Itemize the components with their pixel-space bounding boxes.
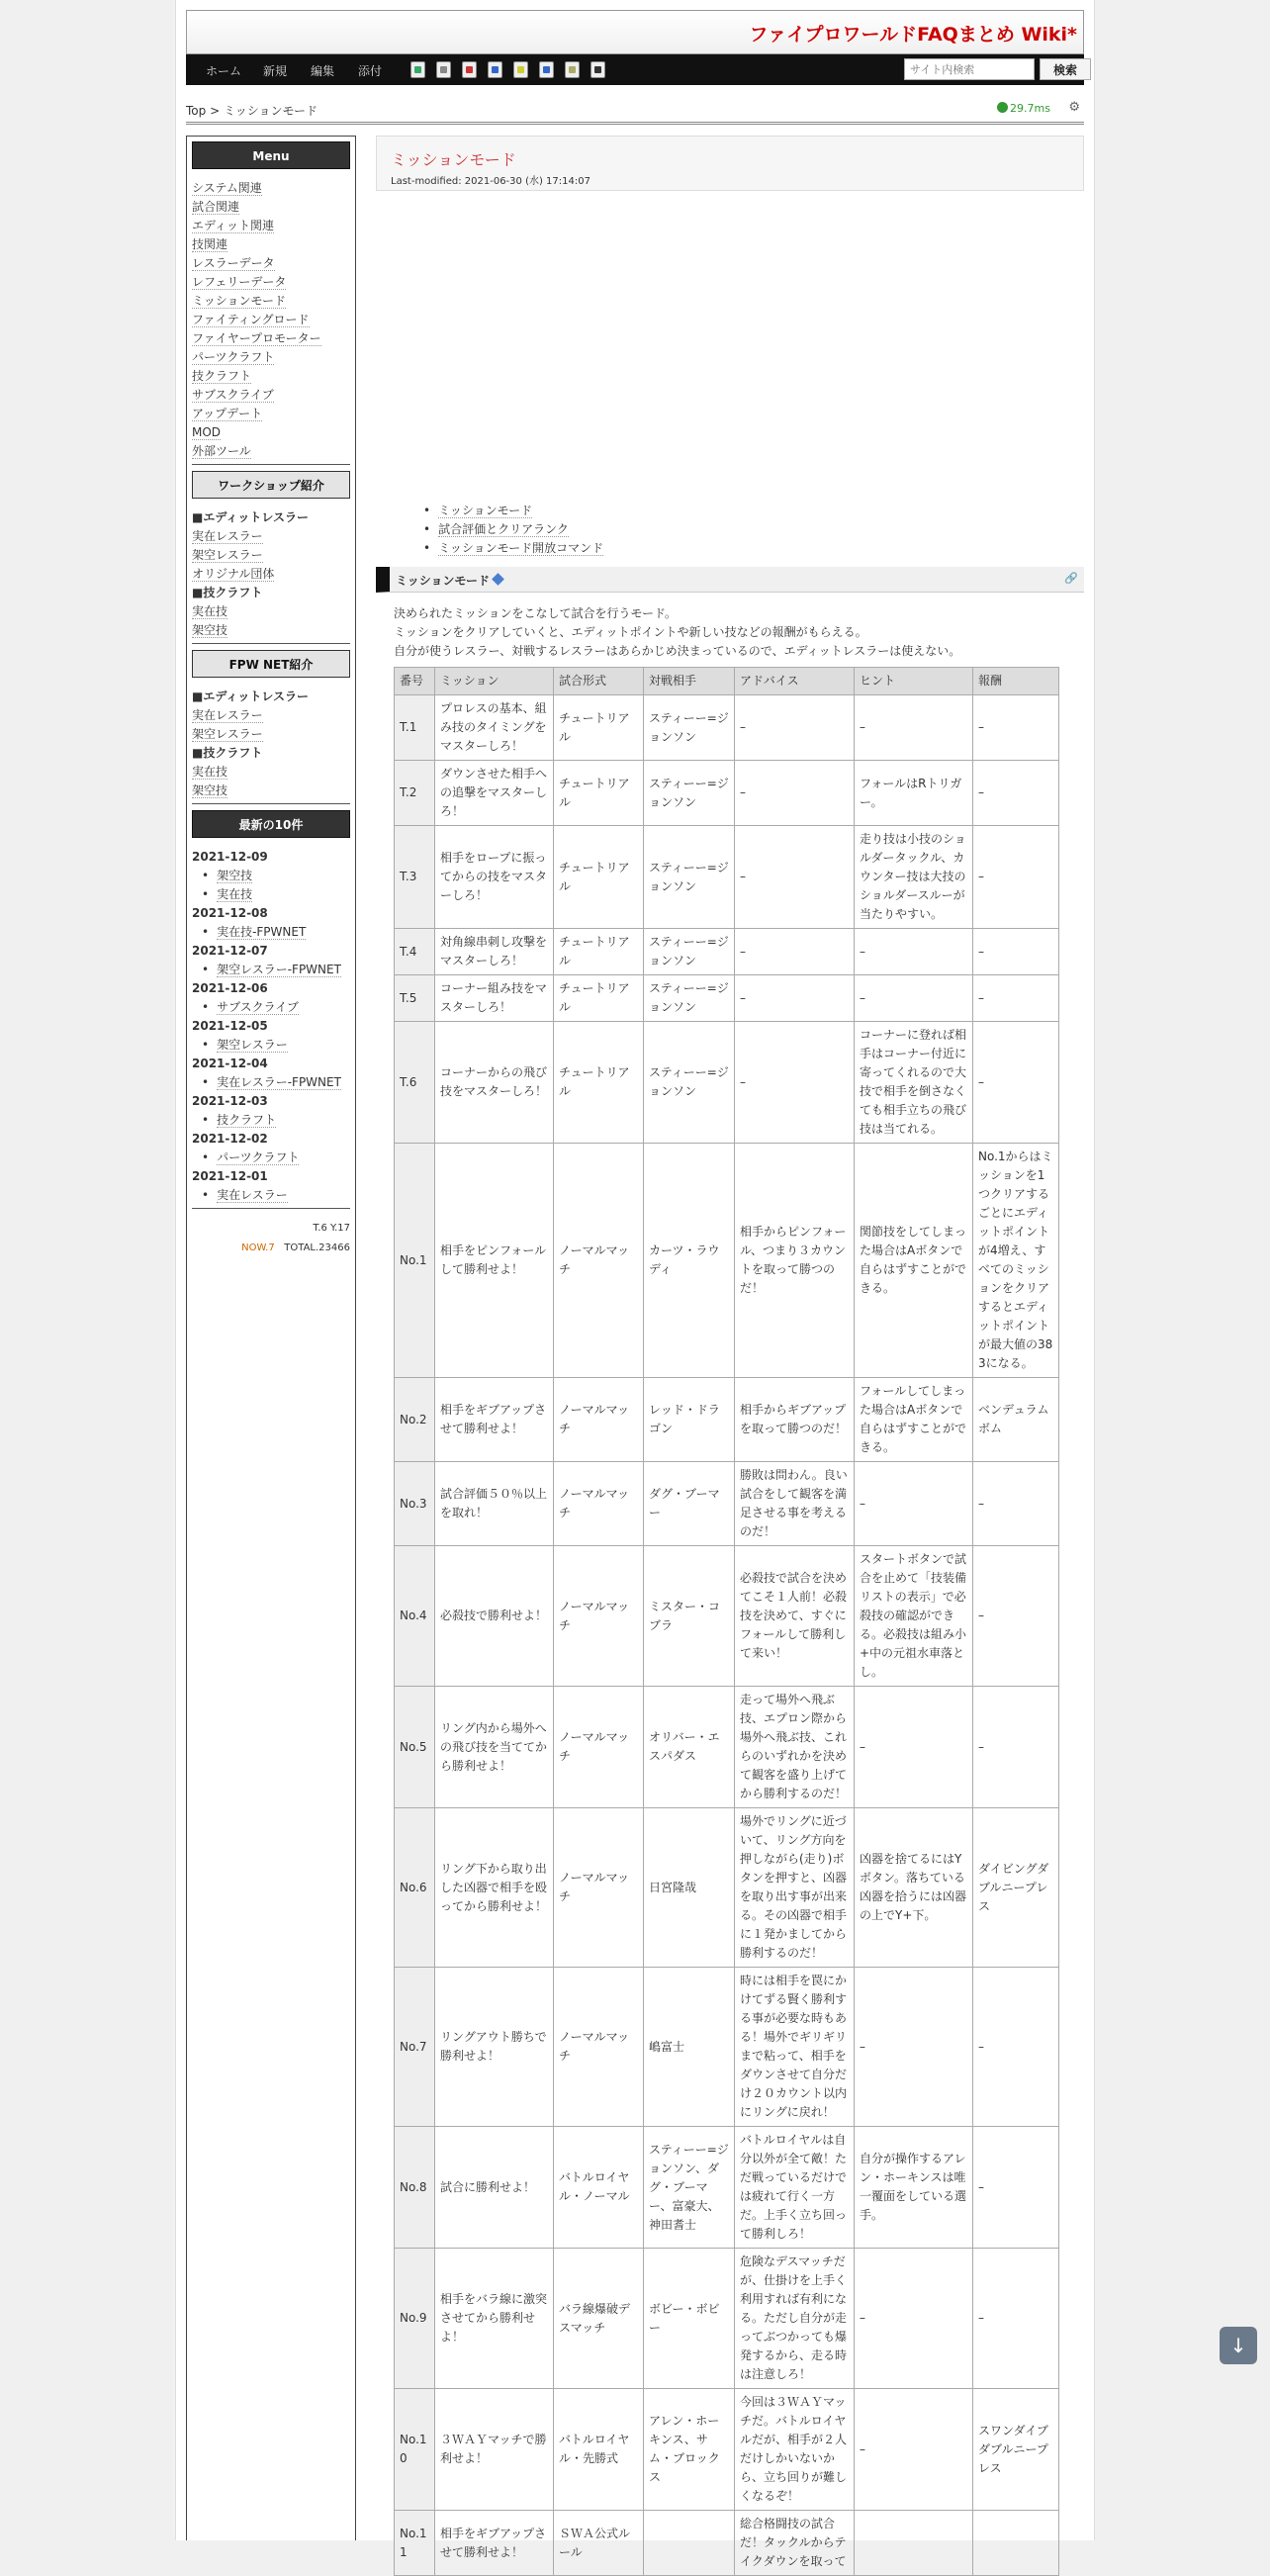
table-row	[395, 1687, 1059, 1808]
table-cell: リング下から取り出した凶器で相手を殴ってから勝利せよ！	[435, 1808, 554, 1968]
table-cell: ミスター・コブラ	[644, 1546, 735, 1687]
fpwnet-edit-item[interactable]	[192, 725, 350, 744]
mission-number: No.2	[395, 1378, 435, 1462]
menu-item[interactable]	[192, 254, 350, 273]
table-cell: バトルロイヤル・ノーマル	[554, 2127, 644, 2249]
table-cell: 自分が操作するアレン・ホーキンスは唯一覆面をしている選手。	[855, 2127, 973, 2249]
table-cell: –	[735, 826, 855, 929]
menu-item-label: パーツクラフト	[192, 350, 275, 364]
menu-item[interactable]	[192, 217, 350, 235]
menu-item-label: エディット関連	[192, 219, 275, 232]
table-cell: –	[973, 1022, 1059, 1144]
table-cell	[644, 2511, 735, 2576]
column-header: 報酬	[973, 668, 1059, 695]
toc-item-label: ミッションモード開放コマンド	[438, 541, 604, 555]
table-cell: –	[973, 761, 1059, 826]
table-row	[395, 2249, 1059, 2389]
table-cell: ベンデュラムボム	[973, 1378, 1059, 1462]
menu-item[interactable]	[192, 405, 350, 423]
table-cell: チュートリアル	[554, 761, 644, 826]
page-title[interactable]: ミッションモード	[391, 150, 516, 169]
table-cell: レッド・ドラゴン	[644, 1378, 735, 1462]
fpwnet-header: FPW NET紹介	[192, 650, 350, 678]
workshop-edit-label: ■エディットレスラー	[192, 510, 310, 524]
menu-item[interactable]	[192, 386, 350, 405]
table-cell: 相手をバラ線に激突させてから勝利せよ！	[435, 2249, 554, 2389]
recent-item[interactable]	[192, 1073, 350, 1092]
table-cell: 相手からピンフォール、つまり３カウントを取って勝つのだ！	[735, 1144, 855, 1378]
menu-divider	[192, 643, 350, 644]
list-icon[interactable]	[410, 61, 425, 78]
menu-item[interactable]	[192, 235, 350, 254]
recent-item[interactable]	[192, 998, 350, 1017]
mission-number: No.8	[395, 2127, 435, 2249]
backup-icon[interactable]	[539, 61, 554, 78]
mission-number: No.10	[395, 2389, 435, 2511]
recent-item-label: 実在レスラー	[217, 1188, 288, 1202]
recent-date: 2021-12-09	[192, 850, 268, 864]
mission-number: T.2	[395, 761, 435, 826]
table-cell: –	[855, 1687, 973, 1808]
mission-number: No.3	[395, 1462, 435, 1546]
recent-item[interactable]	[192, 885, 350, 904]
toc-item[interactable]	[423, 520, 603, 539]
table-cell: ノーマルマッチ	[554, 1968, 644, 2127]
workshop-edit-item-label: オリジナル団体	[192, 567, 275, 581]
menu-item-label: 技関連	[192, 237, 228, 251]
menu-item[interactable]	[192, 348, 350, 367]
site-header	[186, 10, 1084, 54]
table-cell: 時には相手を罠にかけてずる賢く勝利する事が必要な時もある！場外でギリギリまで粘って、相手をダウンさせて自分だけ２０カウント以内にリングに戻れ！	[735, 1968, 855, 2127]
table-cell: 相手をギブアップさせて勝利せよ！	[435, 2511, 554, 2576]
menu-item[interactable]	[192, 329, 350, 348]
table-cell: スティーー=ジョンソン	[644, 1022, 735, 1144]
access-counter	[192, 1219, 350, 1258]
table-cell: –	[855, 1462, 973, 1546]
table-row	[395, 2127, 1059, 2249]
menubar	[186, 136, 356, 2540]
recent-item[interactable]	[192, 1111, 350, 1130]
menu-item-label: システム関連	[192, 181, 262, 195]
recent-date: 2021-12-07	[192, 944, 268, 958]
counter-total: TOTAL.23466	[284, 1242, 350, 1253]
table-cell: リングアウト勝ちで勝利せよ！	[435, 1968, 554, 2127]
table-row	[395, 1144, 1059, 1378]
workshop-header: ワークショップ紹介	[192, 471, 350, 499]
table-cell: 相手をロープに振ってからの技をマスターしろ！	[435, 826, 554, 929]
table-cell: オリバー・エスパダス	[644, 1687, 735, 1808]
recent-item[interactable]	[192, 867, 350, 885]
table-cell: –	[973, 2249, 1059, 2389]
table-cell: バトルロイヤルは自分以外が全て敵！ただ戦っているだけでは疲れて行く一方だ。上手く立ち回って勝利しろ！	[735, 2127, 855, 2249]
search-button[interactable]: 検索	[1040, 58, 1091, 80]
fpwnet-edit-label: ■エディットレスラー	[192, 690, 310, 703]
table-cell: スティーー=ジョンソン、ダグ・ブーマー、富豪大、神田耆士	[644, 2127, 735, 2249]
mission-number: T.1	[395, 695, 435, 761]
pencil-icon[interactable]	[492, 573, 504, 586]
link-icon[interactable]: 🔗	[1064, 572, 1078, 585]
speed-icon	[997, 102, 1008, 113]
workshop-edit-list	[192, 527, 350, 584]
menu-divider	[192, 803, 350, 804]
workshop-edit-item[interactable]	[192, 565, 350, 584]
table-cell: リング内から場外への飛び技を当ててから勝利せよ！	[435, 1687, 554, 1808]
site-title[interactable]: ファイプロワールドFAQまとめ Wiki*	[749, 24, 1077, 46]
table-cell: ノーマルマッチ	[554, 1462, 644, 1546]
fpwnet-craft-item[interactable]	[192, 763, 350, 782]
table-cell: 今回は３ＷＡＹマッチだ。バトルロイヤルだが、相手が２人だけしかいないから、立ち回りが難しくなるぞ！	[735, 2389, 855, 2511]
page-wrapper	[175, 0, 1095, 2568]
nav-bar	[186, 54, 1084, 85]
description-line: ミッションをクリアしていくと、エディットポイントや新しい技などの報酬がもらえる。	[394, 625, 867, 639]
table-row	[395, 2511, 1059, 2576]
fpwnet-edit-item[interactable]	[192, 706, 350, 725]
table-cell	[973, 2511, 1059, 2576]
table-row	[395, 695, 1059, 761]
history-icon[interactable]	[462, 61, 477, 78]
workshop-craft-item[interactable]	[192, 621, 350, 640]
table-cell: –	[855, 975, 973, 1022]
table-cell: ダグ・ブーマー	[644, 1462, 735, 1546]
table-cell: –	[735, 761, 855, 826]
menu-item-label: アップデート	[192, 407, 263, 420]
render-time-value: 29.7ms	[1010, 102, 1050, 115]
gear-icon[interactable]: ⚙	[1068, 100, 1080, 115]
table-cell: フォールはRトリガー。	[855, 761, 973, 826]
mission-number: T.6	[395, 1022, 435, 1144]
table-of-contents	[423, 502, 603, 558]
table-cell: カーツ・ラウディ	[644, 1144, 735, 1378]
mission-number: T.3	[395, 826, 435, 929]
recent-item[interactable]	[192, 961, 350, 979]
table-cell: ノーマルマッチ	[554, 1378, 644, 1462]
menu-item-label: レフェリーデータ	[192, 275, 287, 289]
menu-item-label: 技クラフト	[192, 369, 252, 383]
workshop-edit-item-label: 架空レスラー	[192, 548, 263, 562]
table-cell: 必殺技で勝利せよ！	[435, 1546, 554, 1687]
table-cell: –	[973, 975, 1059, 1022]
table-cell: コーナー組み技をマスターしろ！	[435, 975, 554, 1022]
table-cell: –	[973, 1462, 1059, 1546]
toc-item[interactable]	[423, 502, 603, 520]
table-cell: –	[855, 1968, 973, 2127]
menu-item[interactable]	[192, 179, 350, 198]
fpwnet-craft-item[interactable]	[192, 782, 350, 800]
fpwnet-edit-item-label: 架空レスラー	[192, 727, 263, 741]
fpwnet-craft-item-label: 架空技	[192, 783, 228, 797]
recent-date: 2021-12-03	[192, 1094, 268, 1108]
table-cell: コーナーからの飛び技をマスターしろ！	[435, 1022, 554, 1144]
table-cell: ノーマルマッチ	[554, 1687, 644, 1808]
table-cell: チュートリアル	[554, 929, 644, 975]
table-cell: –	[973, 695, 1059, 761]
table-cell: チュートリアル	[554, 826, 644, 929]
table-cell: ＳＷＡ公式ルール	[554, 2511, 644, 2576]
table-cell: 走って場外へ飛ぶ技、エプロン際から場外へ飛ぶ技、これらのいずれかを決めて観客を盛り上げてから勝利するのだ！	[735, 1687, 855, 1808]
table-cell: –	[855, 695, 973, 761]
table-cell: ノーマルマッチ	[554, 1546, 644, 1687]
mission-number: No.11	[395, 2511, 435, 2576]
mission-number: No.7	[395, 1968, 435, 2127]
render-time	[997, 102, 1050, 115]
menu-item[interactable]	[192, 367, 350, 386]
mission-number: T.4	[395, 929, 435, 975]
fpwnet-craft-list	[192, 763, 350, 800]
table-cell	[855, 2511, 973, 2576]
recent-item[interactable]	[192, 1186, 350, 1205]
menu-item[interactable]	[192, 273, 350, 292]
table-cell: 相手をギブアップさせて勝利せよ！	[435, 1378, 554, 1462]
table-cell: –	[973, 1687, 1059, 1808]
workshop-craft-item-label: 実在技	[192, 604, 228, 618]
table-cell: コーナーに登れば相手はコーナー付近に寄ってくれるので大技で相手を倒さなくても相手立ちの飛び技は当てれる。	[855, 1022, 973, 1144]
table-cell: 相手からギブアップを取って勝つのだ！	[735, 1378, 855, 1462]
fpwnet-edit-list	[192, 706, 350, 744]
workshop-edit-item[interactable]	[192, 527, 350, 546]
workshop-edit-item[interactable]	[192, 546, 350, 565]
menu-item-label: 試合関連	[192, 200, 240, 214]
recent-item-label: 技クラフト	[217, 1113, 277, 1127]
ad-space	[376, 195, 1084, 492]
recent-item-label: 実在技-FPWNET	[217, 925, 307, 939]
table-cell: 関節技をしてしまった場合はAボタンで自らはずすことができる。	[855, 1144, 973, 1378]
description-line: 決められたミッションをこなして試合を行うモード。	[394, 606, 677, 620]
table-cell: ダウンさせた相手への追撃をマスターしろ！	[435, 761, 554, 826]
help-icon[interactable]	[590, 61, 605, 78]
workshop-craft-item-label: 架空技	[192, 623, 228, 637]
menu-item[interactable]	[192, 442, 350, 461]
arrow-down-icon: ↓	[1229, 2334, 1247, 2357]
recent-date: 2021-12-04	[192, 1057, 268, 1070]
table-cell: 試合評価５０％以上を取れ！	[435, 1462, 554, 1546]
column-header: アドバイス	[735, 668, 855, 695]
section-heading	[376, 567, 1084, 593]
table-cell: –	[855, 2249, 973, 2389]
table-cell: 必殺技で試合を決めてこそ１人前！必殺技を決めて、すぐにフォールして勝利して来い！	[735, 1546, 855, 1687]
table-cell: 嶋富士	[644, 1968, 735, 2127]
recent-item-label: パーツクラフト	[217, 1150, 300, 1164]
table-cell: 総合格闘技の試合だ！タックルからテイクダウンを取って	[735, 2511, 855, 2576]
table-cell: –	[855, 929, 973, 975]
table-row	[395, 1808, 1059, 1968]
table-row	[395, 761, 1059, 826]
toc-item-label: 試合評価とクリアランク	[438, 522, 569, 536]
search-icon[interactable]	[513, 61, 528, 78]
recent-item-label: 架空レスラー-FPWNET	[217, 963, 341, 976]
title-box	[376, 136, 1084, 191]
column-header: 番号	[395, 668, 435, 695]
mission-table	[394, 667, 1059, 2576]
workshop-craft-label: ■技クラフト	[192, 586, 263, 599]
last-modified: Last-modified: 2021-06-30 (水) 17:14:07	[391, 176, 590, 187]
section-title	[396, 572, 502, 589]
table-cell: チュートリアル	[554, 695, 644, 761]
breadcrumb-top[interactable]: Top	[186, 104, 207, 118]
table-body	[395, 695, 1059, 2576]
table-cell: フォールしてしまった場合はAボタンで自らはずすことができる。	[855, 1378, 973, 1462]
nav-home[interactable]: ホーム	[206, 64, 242, 78]
recent-date: 2021-12-08	[192, 906, 268, 920]
table-cell: チュートリアル	[554, 975, 644, 1022]
table-cell: スティーー=ジョンソン	[644, 929, 735, 975]
workshop-edit-item-label: 実在レスラー	[192, 529, 263, 543]
table-row	[395, 1546, 1059, 1687]
menu-item[interactable]	[192, 423, 350, 442]
recent-date: 2021-12-02	[192, 1132, 268, 1146]
table-header-row	[395, 668, 1059, 695]
toc-item[interactable]	[423, 539, 603, 558]
table-cell: 試合に勝利せよ！	[435, 2127, 554, 2249]
column-header: ヒント	[855, 668, 973, 695]
counter-today-yesterday: T.6 Y.17	[313, 1223, 350, 1234]
page-icon[interactable]	[436, 61, 451, 78]
menu-list	[192, 179, 350, 461]
table-cell: ノーマルマッチ	[554, 1808, 644, 1968]
column-header: 対戦相手	[644, 668, 735, 695]
scroll-down-button[interactable]	[1220, 2327, 1257, 2364]
menu-item-label: ミッションモード	[192, 294, 287, 308]
workshop-craft-item[interactable]	[192, 602, 350, 621]
table-cell: –	[735, 975, 855, 1022]
menu-item[interactable]	[192, 198, 350, 217]
description-line: 自分が使うレスラー、対戦するレスラーはあらかじめ決まっているので、エディットレスラーは使えない。	[394, 644, 961, 658]
table-cell: –	[973, 1546, 1059, 1687]
table-cell: ノーマルマッチ	[554, 1144, 644, 1378]
table-cell: –	[735, 695, 855, 761]
recent-item-label: 架空技	[217, 869, 253, 882]
table-cell: No.1からはミッションを1つクリアするごとにエディットポイントが4増え、すべてのミッションをクリアするとエディットポイントが最大値の383になる。	[973, 1144, 1059, 1378]
table-cell: 対角線串刺し攻撃をマスターしろ！	[435, 929, 554, 975]
table-cell: 凶器を捨てるにはYボタン。落ちている凶器を拾うには凶器の上でY+下。	[855, 1808, 973, 1968]
mission-number: T.5	[395, 975, 435, 1022]
mission-number: No.9	[395, 2249, 435, 2389]
table-row	[395, 1462, 1059, 1546]
recent-date: 2021-12-01	[192, 1169, 268, 1183]
table-cell: 場外でリングに近づいて、リング方向を押しながら(走り)ボタンを押すと、凶器を取り出す事が出来る。その凶器で相手に１発かましてから勝利するのだ！	[735, 1808, 855, 1968]
table-row	[395, 929, 1059, 975]
table-cell: ダイビングダブルニープレス	[973, 1808, 1059, 1968]
table-cell: 日宮隆哉	[644, 1808, 735, 1968]
table-row	[395, 1378, 1059, 1462]
table-cell: –	[735, 1022, 855, 1144]
counter-now: NOW.7	[241, 1242, 275, 1253]
menu-item-label: サブスクライブ	[192, 388, 274, 402]
table-cell: –	[973, 2127, 1059, 2249]
mission-number: No.1	[395, 1144, 435, 1378]
menu-header: Menu	[192, 141, 350, 169]
diff-icon[interactable]	[488, 61, 502, 78]
column-header: 試合形式	[554, 668, 644, 695]
table-cell: –	[973, 826, 1059, 929]
recent-list	[192, 848, 350, 1205]
mission-number: No.5	[395, 1687, 435, 1808]
table-cell: 危険なデスマッチだが、仕掛けを上手く利用すれば有利になる。ただし自分が走ってぶつかっても爆発するから、走る時は注意しろ！	[735, 2249, 855, 2389]
nav-new[interactable]: 新規	[263, 64, 288, 78]
table-cell: –	[735, 929, 855, 975]
recent-date: 2021-12-06	[192, 981, 268, 995]
menu-item-label: MOD	[192, 425, 222, 439]
table-cell: スティーー=ジョンソン	[644, 761, 735, 826]
search-input[interactable]	[904, 58, 1035, 80]
menu-divider	[192, 464, 350, 465]
workshop-craft-list	[192, 602, 350, 640]
table-cell: 勝敗は問わん。良い試合をして観客を満足させる事を考えるのだ！	[735, 1462, 855, 1546]
fpwnet-craft-label: ■技クラフト	[192, 746, 263, 760]
recent-item[interactable]	[192, 1149, 350, 1167]
mission-number: No.4	[395, 1546, 435, 1687]
breadcrumb	[186, 102, 318, 119]
table-cell: –	[973, 1968, 1059, 2127]
menu-item-label: レスラーデータ	[192, 256, 275, 270]
nav-attach[interactable]: 添付	[358, 64, 383, 78]
column-header: ミッション	[435, 668, 554, 695]
table-cell: バトルロイヤル・先勝式	[554, 2389, 644, 2511]
table-cell: スティーー=ジョンソン	[644, 695, 735, 761]
menu-item-label: ファイティングロード	[192, 313, 310, 326]
table-row	[395, 1022, 1059, 1144]
table-cell: –	[855, 2389, 973, 2511]
table-cell: チュートリアル	[554, 1022, 644, 1144]
breadcrumb-bar	[186, 97, 1084, 125]
table-cell: バラ線爆破デスマッチ	[554, 2249, 644, 2389]
recent-item-label: 実在技	[217, 887, 253, 901]
table-cell: スワンダイブダブルニープレス	[973, 2389, 1059, 2511]
recent-item[interactable]	[192, 923, 350, 942]
table-row	[395, 2389, 1059, 2511]
table-cell: –	[973, 929, 1059, 975]
table-cell: プロレスの基本、組み技のタイミングをマスターしろ！	[435, 695, 554, 761]
table-cell: ボビー・ボビー	[644, 2249, 735, 2389]
fpwnet-edit-item-label: 実在レスラー	[192, 708, 263, 722]
toc-item-label: ミッションモード	[438, 504, 533, 517]
menu-item-label: 外部ツール	[192, 444, 251, 458]
table-cell: 相手をピンフォールして勝利せよ！	[435, 1144, 554, 1378]
table-cell: スティーー=ジョンソン	[644, 975, 735, 1022]
fpwnet-craft-item-label: 実在技	[192, 765, 228, 779]
table-row	[395, 826, 1059, 929]
breadcrumb-separator: >	[206, 104, 224, 118]
menu-item-label: ファイヤープロモーター	[192, 331, 321, 345]
menu-item[interactable]	[192, 311, 350, 329]
breadcrumb-current: ミッションモード	[223, 104, 318, 118]
recent-date: 2021-12-05	[192, 1019, 268, 1033]
table-row	[395, 975, 1059, 1022]
mission-number: No.6	[395, 1808, 435, 1968]
menu-item[interactable]	[192, 292, 350, 311]
recent-item-label: サブスクライブ	[217, 1000, 299, 1014]
nav-edit[interactable]: 編集	[311, 64, 335, 78]
table-cell: 走り技は小技のショルダータックル、カウンター技は大技のショルダースルーが当たりやすい。	[855, 826, 973, 929]
table-cell: アレン・ホーキンス、サム・ブロックス	[644, 2389, 735, 2511]
section-title-text: ミッションモード	[396, 574, 491, 588]
recent-item-label: 実在レスラー-FPWNET	[217, 1075, 341, 1089]
recent-header: 最新の10件	[192, 810, 350, 838]
table-cell: スタートボタンで試合を止めて「技装備リストの表示」で必殺技の確認ができる。必殺技は組み小+中の元祖水車落とし。	[855, 1546, 973, 1687]
table-cell: ３ＷＡＹマッチで勝利せよ！	[435, 2389, 554, 2511]
recent-icon[interactable]	[565, 61, 580, 78]
section-description	[394, 604, 960, 661]
table-cell: スティーー=ジョンソン	[644, 826, 735, 929]
recent-item[interactable]	[192, 1036, 350, 1055]
table-row	[395, 1968, 1059, 2127]
menu-divider	[192, 1208, 350, 1209]
recent-item-label: 架空レスラー	[217, 1038, 288, 1052]
